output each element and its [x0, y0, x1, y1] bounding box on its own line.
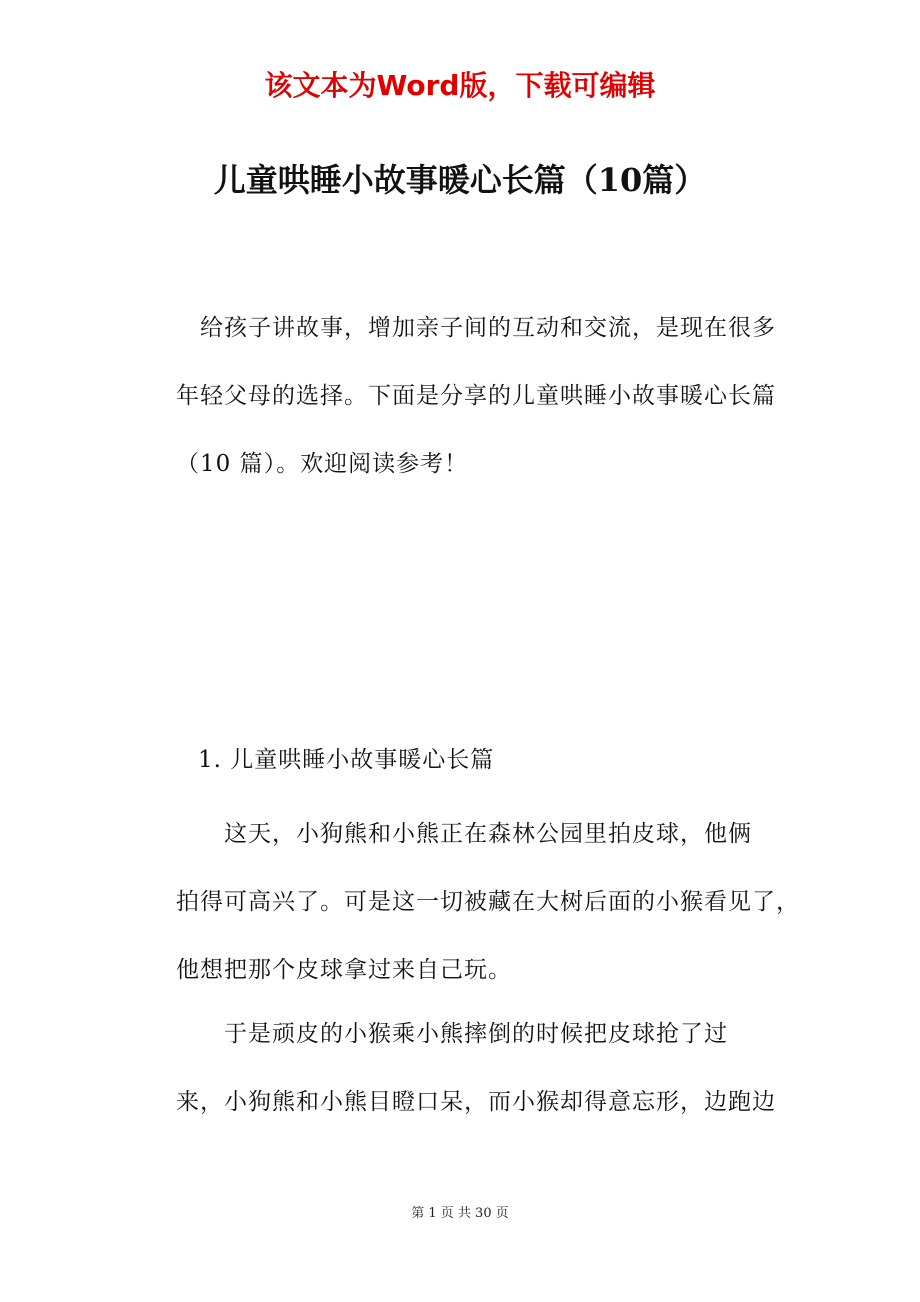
story-paragraph [176, 1000, 786, 1136]
intro-paragraph [176, 294, 786, 498]
story-line: 拍得可高兴了。可是这一切被藏在大树后面的小猴看见了， [176, 889, 800, 915]
section-heading: 1. 儿童哄睡小故事暖心长篇 [198, 747, 495, 773]
intro-line: 给孩子讲故事，增加亲子间的互动和交流，是现在很多 [176, 315, 776, 341]
story-line: 这天，小狗熊和小熊正在森林公园里拍皮球，他俩 [176, 821, 752, 847]
intro-line: （10 篇）。欢迎阅读参考！ [176, 451, 469, 477]
story-line: 来，小狗熊和小熊目瞪口呆，而小猴却得意忘形，边跑边 [176, 1089, 776, 1115]
story-line: 他想把那个皮球拿过来自己玩。 [176, 957, 512, 983]
editable-notice-banner: 该文本为Word版，下载可编辑 [264, 69, 656, 102]
intro-line: 年轻父母的选择。下面是分享的儿童哄睡小故事暖心长篇 [176, 383, 776, 409]
document-title: 儿童哄睡小故事暖心长篇（10篇） [213, 161, 707, 199]
story-paragraph [176, 800, 800, 1004]
story-line: 于是顽皮的小猴乘小熊摔倒的时候把皮球抢了过 [176, 1021, 728, 1047]
page-number-footer: 第 1 页 共 30 页 [411, 1206, 509, 1221]
